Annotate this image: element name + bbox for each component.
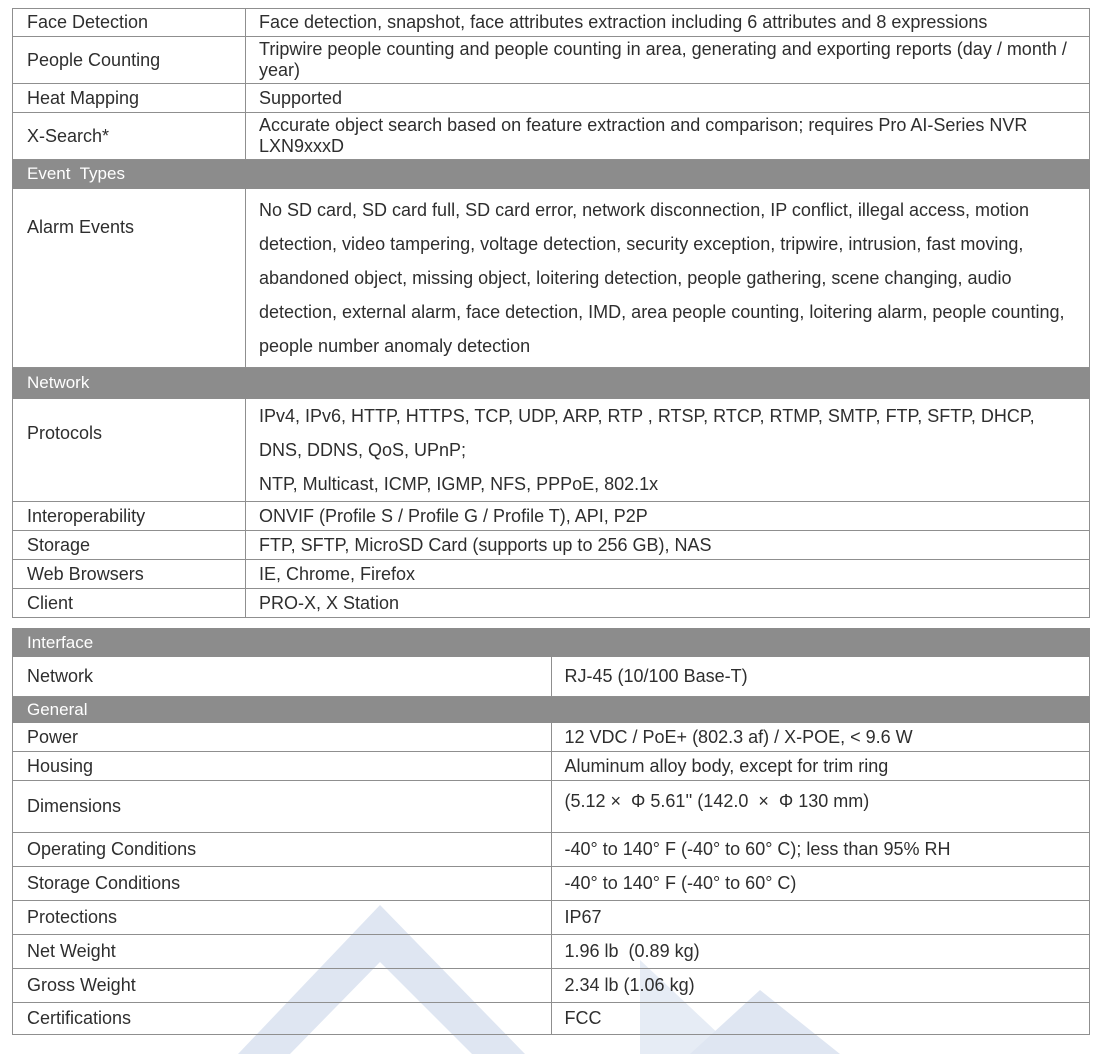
table-row <box>13 9 1090 37</box>
spec-table-features <box>12 8 1090 618</box>
row-value: IP67 <box>551 901 1090 935</box>
spec-table-general <box>12 628 1090 1035</box>
table-row <box>13 113 1090 160</box>
row-label: Protections <box>13 901 552 935</box>
row-value: Aluminum alloy body, except for trim ring <box>551 752 1090 781</box>
row-label: Heat Mapping <box>13 84 246 113</box>
table-row <box>13 1003 1090 1035</box>
table-row <box>13 752 1090 781</box>
protocols-line-2: NTP, Multicast, ICMP, IGMP, NFS, PPPoE, 802.1x <box>259 474 659 494</box>
row-label: Storage <box>13 531 246 560</box>
row-label: X-Search* <box>13 113 246 160</box>
row-value: Tripwire people counting and people counting in area, generating and exporting reports (day / month / year) <box>246 37 1090 84</box>
table-row <box>13 723 1090 752</box>
row-value: Accurate object search based on feature extraction and comparison; requires Pro AI-Series NVR LXN9xxxD <box>246 113 1090 160</box>
row-value <box>246 399 1090 502</box>
row-value: 1.96 lb (0.89 kg) <box>551 935 1090 969</box>
protocols-line-1: IPv4, IPv6, HTTP, HTTPS, TCP, UDP, ARP, RTP , RTSP, RTCP, RTMP, SMTP, FTP, SFTP, DHCP, DNS, DDNS, QoS, UPnP; <box>259 406 1035 460</box>
table-row <box>13 531 1090 560</box>
table-row <box>13 867 1090 901</box>
row-label: Dimensions <box>13 781 552 833</box>
table-row <box>13 935 1090 969</box>
section-title: General <box>13 697 1090 723</box>
row-label: Web Browsers <box>13 560 246 589</box>
row-value: FCC <box>551 1003 1090 1035</box>
row-value: PRO-X, X Station <box>246 589 1090 618</box>
row-value: 2.34 lb (1.06 kg) <box>551 969 1090 1003</box>
row-label: Certifications <box>13 1003 552 1035</box>
table-row <box>13 37 1090 84</box>
row-label: Gross Weight <box>13 969 552 1003</box>
row-label: Housing <box>13 752 552 781</box>
row-value: IE, Chrome, Firefox <box>246 560 1090 589</box>
row-label: Face Detection <box>13 9 246 37</box>
row-label: Client <box>13 589 246 618</box>
row-label: Protocols <box>13 399 246 502</box>
row-value: (5.12 × Φ 5.61'' (142.0 × Φ 130 mm) <box>551 781 1090 833</box>
table-row <box>13 189 1090 368</box>
section-header-network <box>13 368 1090 399</box>
table-row <box>13 560 1090 589</box>
row-value: -40° to 140° F (-40° to 60° C) <box>551 867 1090 901</box>
section-title: Interface <box>13 629 1090 657</box>
table-row <box>13 399 1090 502</box>
table-row <box>13 901 1090 935</box>
table-row <box>13 589 1090 618</box>
section-title: Network <box>13 368 1090 399</box>
row-value: RJ-45 (10/100 Base-T) <box>551 657 1090 697</box>
table-row <box>13 84 1090 113</box>
row-label: Operating Conditions <box>13 833 552 867</box>
row-label: Power <box>13 723 552 752</box>
section-header-event-types <box>13 160 1090 189</box>
row-value: Face detection, snapshot, face attributes extraction including 6 attributes and 8 expressions <box>246 9 1090 37</box>
row-value: ONVIF (Profile S / Profile G / Profile T), API, P2P <box>246 502 1090 531</box>
table-row <box>13 502 1090 531</box>
table-row <box>13 781 1090 833</box>
row-label: Net Weight <box>13 935 552 969</box>
row-value: FTP, SFTP, MicroSD Card (supports up to 256 GB), NAS <box>246 531 1090 560</box>
row-label: Alarm Events <box>13 189 246 368</box>
row-value: No SD card, SD card full, SD card error, network disconnection, IP conflict, illegal access, motion detection, video tampering, voltage detection, security exception, tripwire, intrusion, fast moving, abandoned object, missing object, loitering detection, people gathering, scene changing, audio detection, external alarm, face detection, IMD, area people counting, loitering alarm, people counting, people number anomaly detection <box>246 189 1090 368</box>
section-title: Event Types <box>13 160 1090 189</box>
row-label: Storage Conditions <box>13 867 552 901</box>
table-row <box>13 657 1090 697</box>
section-header-interface <box>13 629 1090 657</box>
table-row <box>13 969 1090 1003</box>
row-label: People Counting <box>13 37 246 84</box>
table-row <box>13 833 1090 867</box>
row-value: Supported <box>246 84 1090 113</box>
row-value: 12 VDC / PoE+ (802.3 af) / X-POE, < 9.6 W <box>551 723 1090 752</box>
section-header-general <box>13 697 1090 723</box>
row-label: Network <box>13 657 552 697</box>
row-label: Interoperability <box>13 502 246 531</box>
row-value: -40° to 140° F (-40° to 60° C); less than 95% RH <box>551 833 1090 867</box>
